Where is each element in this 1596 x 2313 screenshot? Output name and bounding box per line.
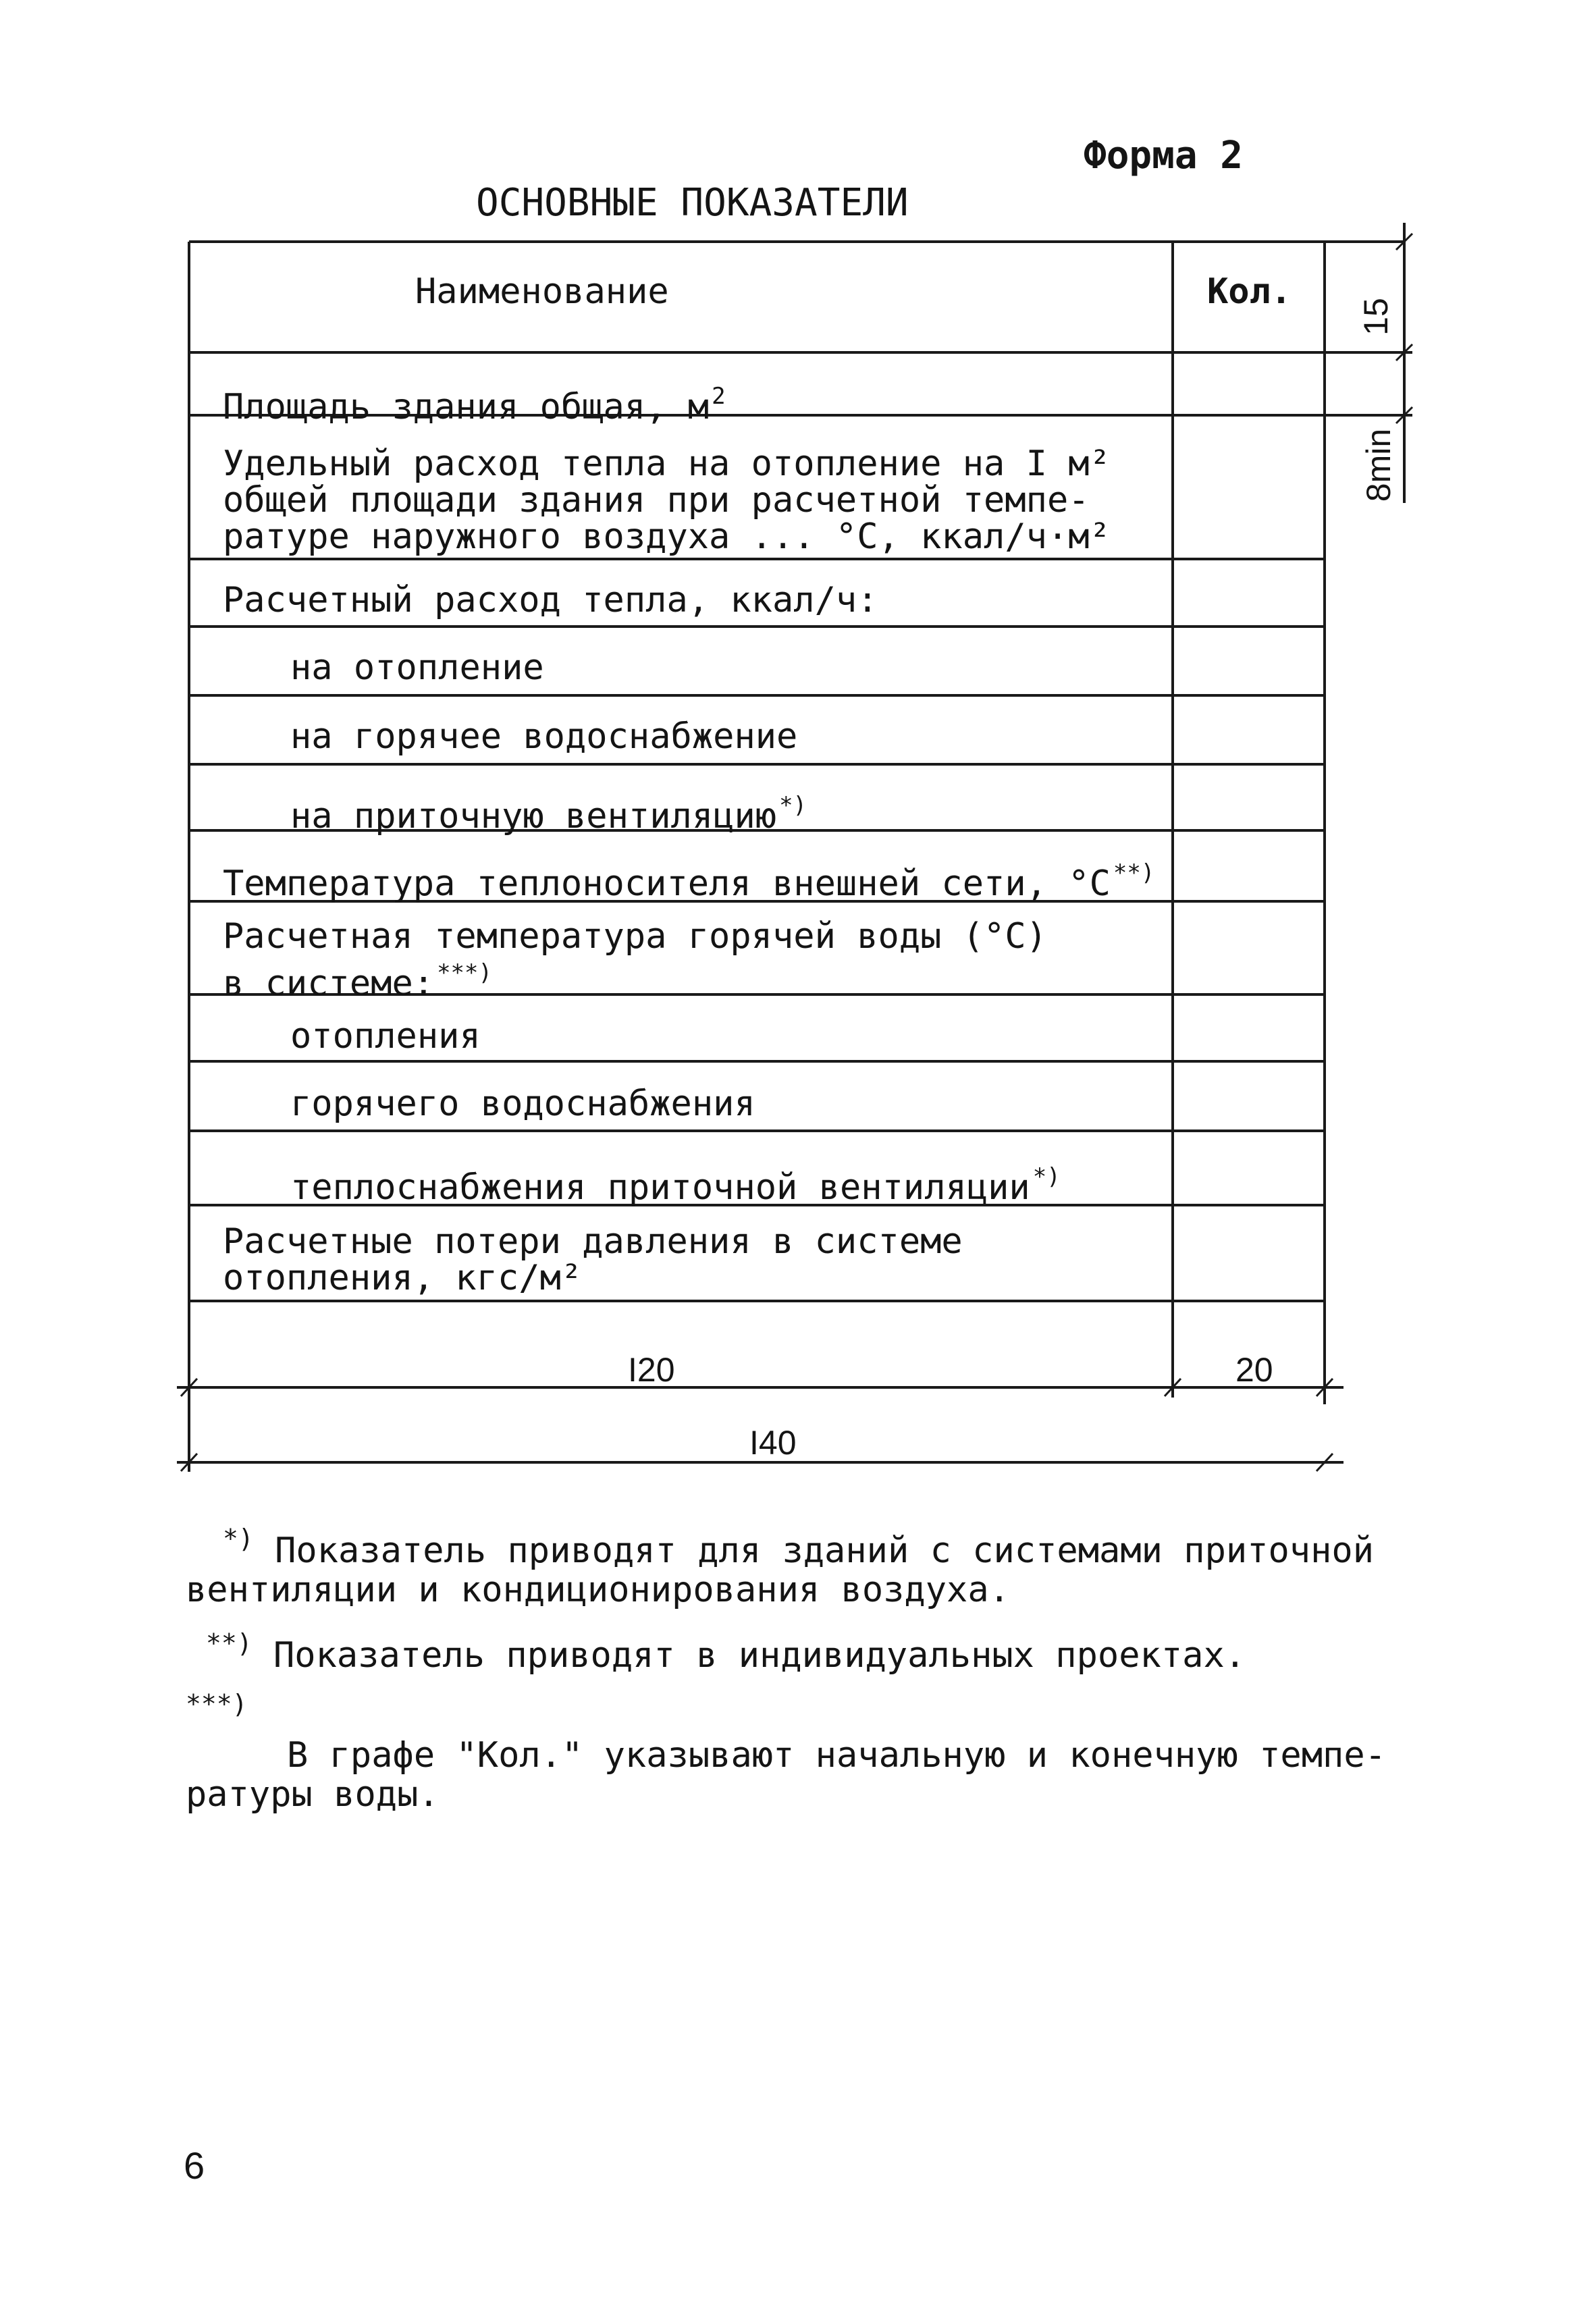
row-hot-water: на горячее водоснабжение <box>290 716 798 757</box>
footnote-3 <box>186 1684 1386 1814</box>
row-design-heat: Расчетный расход тепла, ккал/ч: <box>223 580 878 620</box>
row-text-line: Расчетная температура горячей воды (°С) <box>223 916 1047 957</box>
footnote-line: *) Показатель приводят для зданий с системами приточной <box>223 1524 1375 1571</box>
name-column-header: Наименование <box>415 271 669 312</box>
footnote-mark: ***) <box>186 1689 248 1719</box>
footnote-line: **) Показатель приводят в индивидуальных проектах. <box>206 1628 1246 1676</box>
row-specific-heat <box>223 446 1111 555</box>
page-title: ОСНОВНЫЕ ПОКАЗАТЕЛИ <box>476 181 909 225</box>
row-total-area <box>223 378 726 425</box>
row-heating-system: отопления <box>290 1016 481 1057</box>
dimension-name-width: I20 <box>628 1351 675 1389</box>
row-superscript: *) <box>779 792 807 819</box>
footnote-line: вентиляции и кондиционирования воздуха. <box>186 1570 1010 1610</box>
row-text-line: Удельный расход тепла на отопление на I м² <box>223 444 1111 484</box>
dimension-header-height: 15 <box>1356 298 1395 336</box>
row-text-line: Расчетные потери давления в системе <box>223 1221 963 1262</box>
footnote-line: ратуры воды. <box>186 1774 440 1815</box>
row-ventilation-heat <box>290 1159 1061 1206</box>
row-superscript: 2 <box>712 383 726 410</box>
dimension-qty-width: 20 <box>1235 1351 1273 1389</box>
row-superscript: ***) <box>437 959 492 986</box>
footnote-1 <box>186 1519 1374 1610</box>
dimension-total-width: I40 <box>749 1424 797 1462</box>
row-pressure-loss <box>223 1223 963 1296</box>
row-text: Температура теплоносителя внешней сети, °С <box>223 863 1111 904</box>
row-hot-water-temp <box>223 918 1047 1002</box>
row-text-line: общей площади здания при расчетной темпе- <box>223 480 1090 521</box>
row-text: теплоснабжения приточной вентиляции <box>290 1167 1030 1208</box>
row-superscript: **) <box>1113 859 1155 886</box>
row-coolant-temp <box>223 855 1154 902</box>
row-hot-water-system: горячего водоснабжения <box>290 1084 755 1124</box>
footnote-mark: **) <box>206 1628 252 1658</box>
row-ventilation <box>290 787 807 834</box>
footnote-line: В графе "Кол." указывают начальную и конечную темпе- <box>287 1735 1386 1776</box>
qty-column-header: Кол. <box>1207 271 1292 312</box>
row-superscript: *) <box>1032 1163 1061 1190</box>
footnote-mark: *) <box>223 1524 254 1553</box>
row-text-line: в системе: ***) <box>223 959 492 1004</box>
row-text-line: ратуре наружного воздуха ... °С, ккал/ч·м² <box>223 516 1111 557</box>
footnote-2 <box>186 1624 1246 1675</box>
dimension-row-height: 8min <box>1360 428 1398 502</box>
form-label: Форма 2 <box>1084 134 1244 178</box>
page-number: 6 <box>184 2144 205 2187</box>
row-heating: на отопление <box>290 647 544 688</box>
row-text: Площадь здания общая, м <box>223 387 710 427</box>
row-text: на приточную вентиляцию <box>290 796 777 836</box>
footnote-line <box>186 1684 1386 1736</box>
row-text-line: отопления, кгс/м² <box>223 1258 583 1298</box>
